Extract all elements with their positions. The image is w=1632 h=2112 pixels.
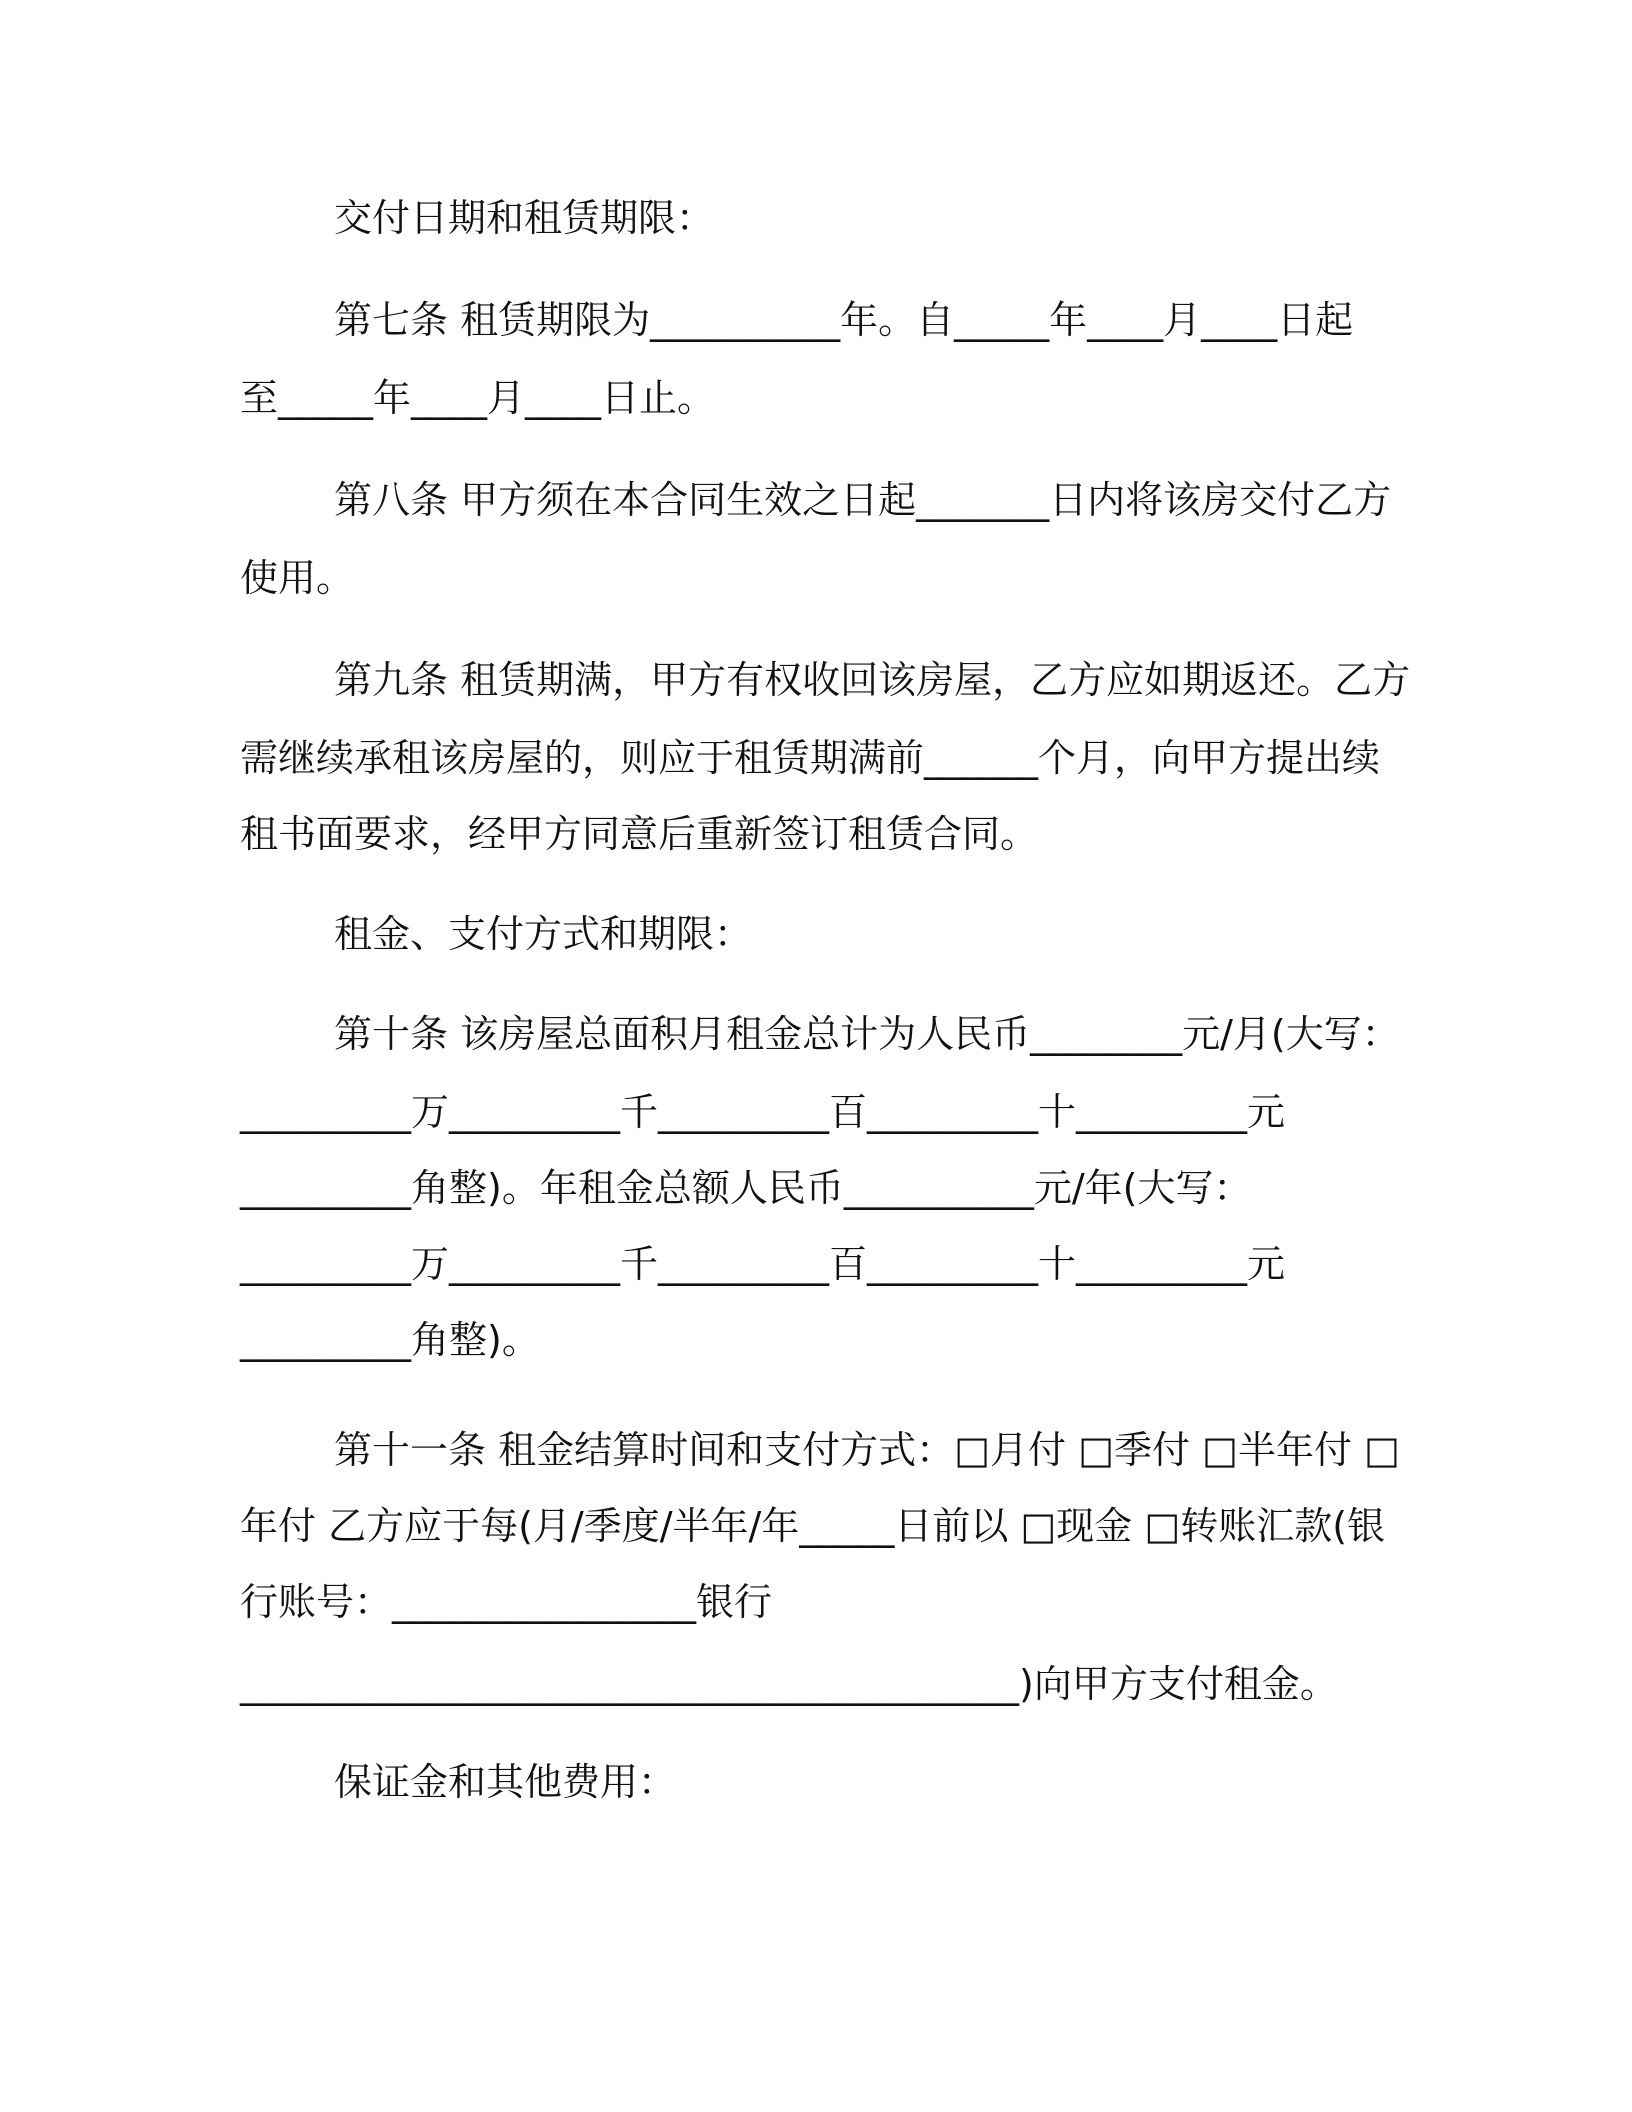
article-11-line-2: 年付 乙方应于每(月/季度/半年/年_____日前以 □现金 □转账汇款(银 <box>240 1504 1386 1548</box>
article-10-line-3: _________角整)。年租金总额人民币__________元/年(大写： <box>240 1166 1252 1210</box>
article-11-line-1: 第十一条 租金结算时间和支付方式：□月付 □季付 □半年付 □ <box>334 1428 1400 1472</box>
article-7-line-1: 第七条 租赁期限为__________年。自_____年____月____日起 <box>334 298 1354 342</box>
section-heading-rent-and-payment: 租金、支付方式和期限： <box>334 912 753 956</box>
article-10-line-5: _________角整)。 <box>240 1318 540 1362</box>
article-11-line-4: _________________________________________)向甲方支付租金。 <box>240 1662 1338 1706</box>
article-9-line-2: 需继续承租该房屋的，则应于租赁期满前______个月，向甲方提出续 <box>240 736 1381 780</box>
article-9-line-3: 租书面要求，经甲方同意后重新签订租赁合同。 <box>240 812 1039 856</box>
article-10-line-1: 第十条 该房屋总面积月租金总计为人民币________元/月(大写： <box>334 1012 1400 1056</box>
section-heading-deposit-and-fees: 保证金和其他费用： <box>334 1760 677 1804</box>
article-9-line-1: 第九条 租赁期满，甲方有权收回该房屋，乙方应如期返还。乙方 <box>334 658 1411 702</box>
article-8-line-1: 第八条 甲方须在本合同生效之日起_______日内将该房交付乙方 <box>334 478 1392 522</box>
article-8-line-2: 使用。 <box>240 556 355 600</box>
article-10-line-4: _________万_________千_________百_________十_________元 <box>240 1242 1286 1286</box>
section-heading-delivery-and-term: 交付日期和租赁期限： <box>334 196 715 240</box>
article-10-line-2: _________万_________千_________百_________十_________元 <box>240 1090 1286 1134</box>
article-7-line-2: 至_____年____月____日止。 <box>240 376 716 420</box>
article-11-line-3: 行账号：________________银行 <box>240 1580 773 1624</box>
